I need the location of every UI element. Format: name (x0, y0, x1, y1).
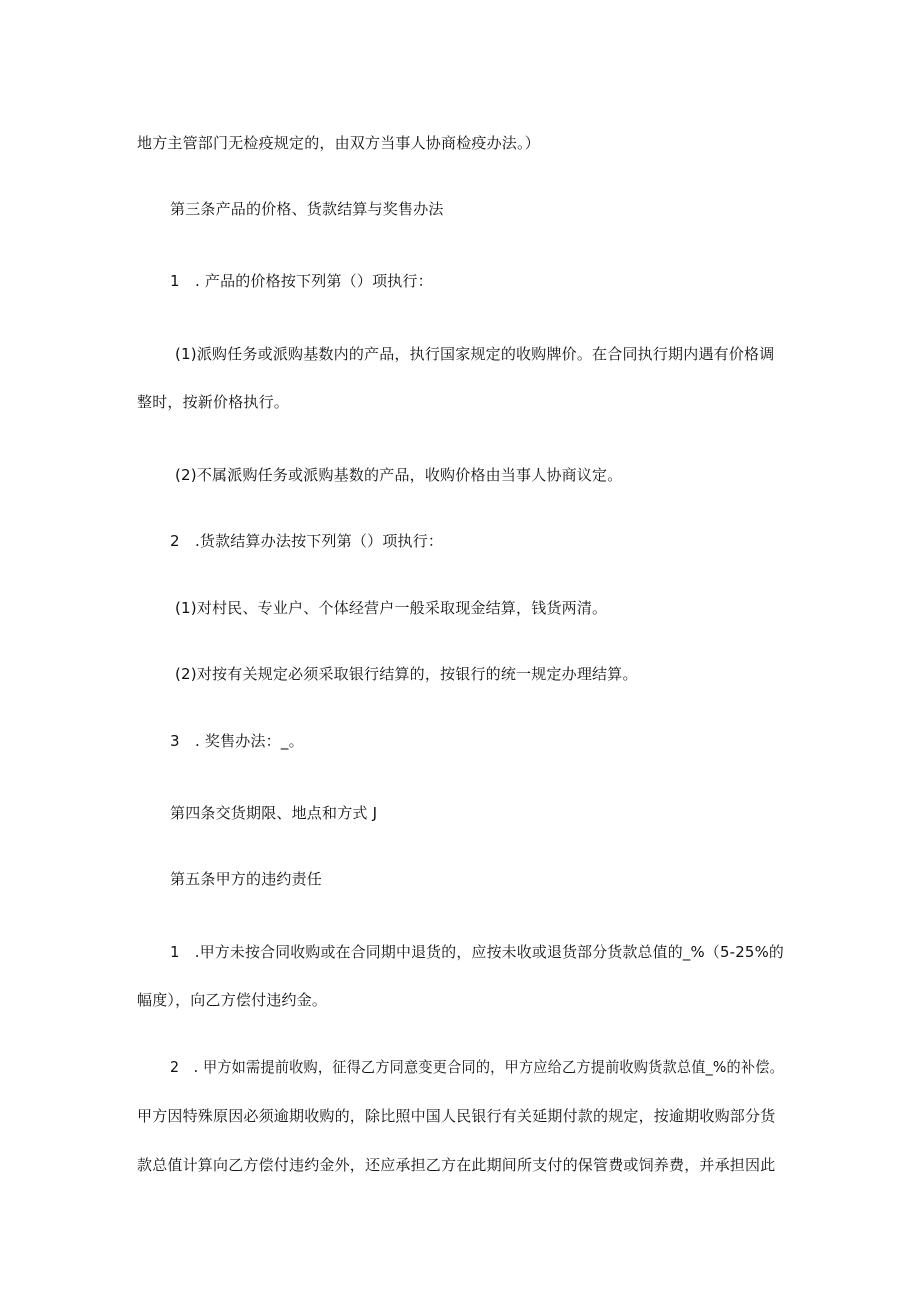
clause-3-1-heading: 1 . 产品的价格按下列第（）项执行： (170, 272, 433, 290)
paragraph-quarantine-clause: 地方主管部门无检疫规定的，由双方当事人协商检疫办法。） (137, 134, 540, 152)
clause-5-1-line-1: 1 .甲方未按合同收购或在合同期中退货的，应按未收或退货部分货款总值的_%（5-25%的 (170, 943, 785, 961)
article-4-heading: 第四条交货期限、地点和方式 J (170, 804, 378, 822)
clause-3-1-item-1-line-2: 整时，按新价格执行。 (137, 393, 290, 411)
clause-5-1-line-2: 幅度），向乙方偿付违约金。 (137, 991, 328, 1009)
clause-5-2-line-2: 甲方因特殊原因必须逾期收购的，除比照中国人民银行有关延期付款的规定，按逾期收购部分货 (137, 1107, 776, 1125)
clause-3-1-item-2: (2)不属派购任务或派购基数的产品，收购价格由当事人协商议定。 (175, 466, 623, 484)
article-5-heading: 第五条甲方的违约责任 (170, 870, 323, 888)
clause-3-3: 3 . 奖售办法：_。 (170, 732, 304, 750)
clause-3-1-item-1-line-1: (1)派购任务或派购基数内的产品，执行国家规定的收购牌价。在合同执行期内遇有价格调 (175, 345, 775, 363)
clause-5-2-line-1: 2 . 甲方如需提前收购，征得乙方同意变更合同的，甲方应给乙方提前收购货款总值_%的补偿。 (170, 1058, 784, 1076)
article-3-heading: 第三条产品的价格、货款结算与奖售办法 (170, 200, 444, 218)
clause-5-2-line-3: 款总值计算向乙方偿付违约金外，还应承担乙方在此期间所支付的保管费或饲养费，并承担因此 (137, 1156, 776, 1174)
clause-3-2-item-1: (1)对村民、专业户、个体经营户一般采取现金结算，钱货两清。 (175, 599, 608, 617)
clause-3-2-item-2: (2)对按有关规定必须采取银行结算的，按银行的统一规定办理结算。 (175, 665, 638, 683)
clause-3-2-heading: 2 .货款结算办法按下列第（）项执行： (170, 532, 444, 550)
